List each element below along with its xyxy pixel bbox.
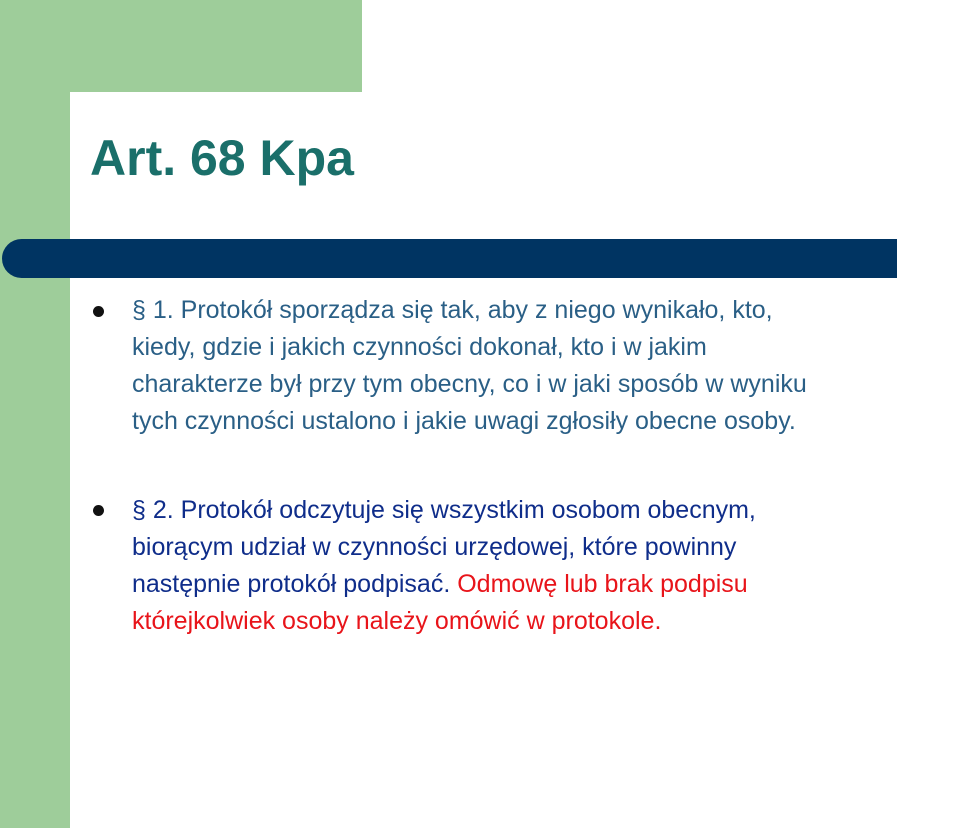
title-divider-bar <box>2 239 897 278</box>
content-panel <box>70 92 960 828</box>
green-top-decoration <box>0 0 362 92</box>
paragraph-1-line: charakterze był przy tym obecny, co i w jaki sposób w wyniku <box>132 370 807 398</box>
bullet-icon <box>93 306 104 317</box>
paragraph-1 <box>132 292 942 440</box>
highlighted-text: którejkolwiek osoby należy omówić w protokole. <box>132 607 662 635</box>
paragraph-1-line: kiedy, gdzie i jakich czynności dokonał, kto i w jakim <box>132 333 707 361</box>
paragraph-2-line: biorącym udział w czynności urzędowej, które powinny <box>132 533 737 561</box>
paragraph-2-line: § 2. Protokół odczytuje się wszystkim osobom obecnym, <box>132 496 756 524</box>
green-sidebar-decoration <box>0 0 70 828</box>
paragraph-2 <box>132 492 942 640</box>
highlighted-text: Odmowę lub brak podpisu <box>457 570 748 598</box>
bullet-icon <box>93 505 104 516</box>
paragraph-1-line: tych czynności ustalono i jakie uwagi zgłosiły obecne osoby. <box>132 407 796 435</box>
paragraph-1-line: § 1. Protokół sporządza się tak, aby z niego wynikało, kto, <box>132 296 773 324</box>
paragraph-2-line: następnie protokół podpisać. <box>132 570 451 598</box>
slide-title: Art. 68 Kpa <box>90 130 354 186</box>
